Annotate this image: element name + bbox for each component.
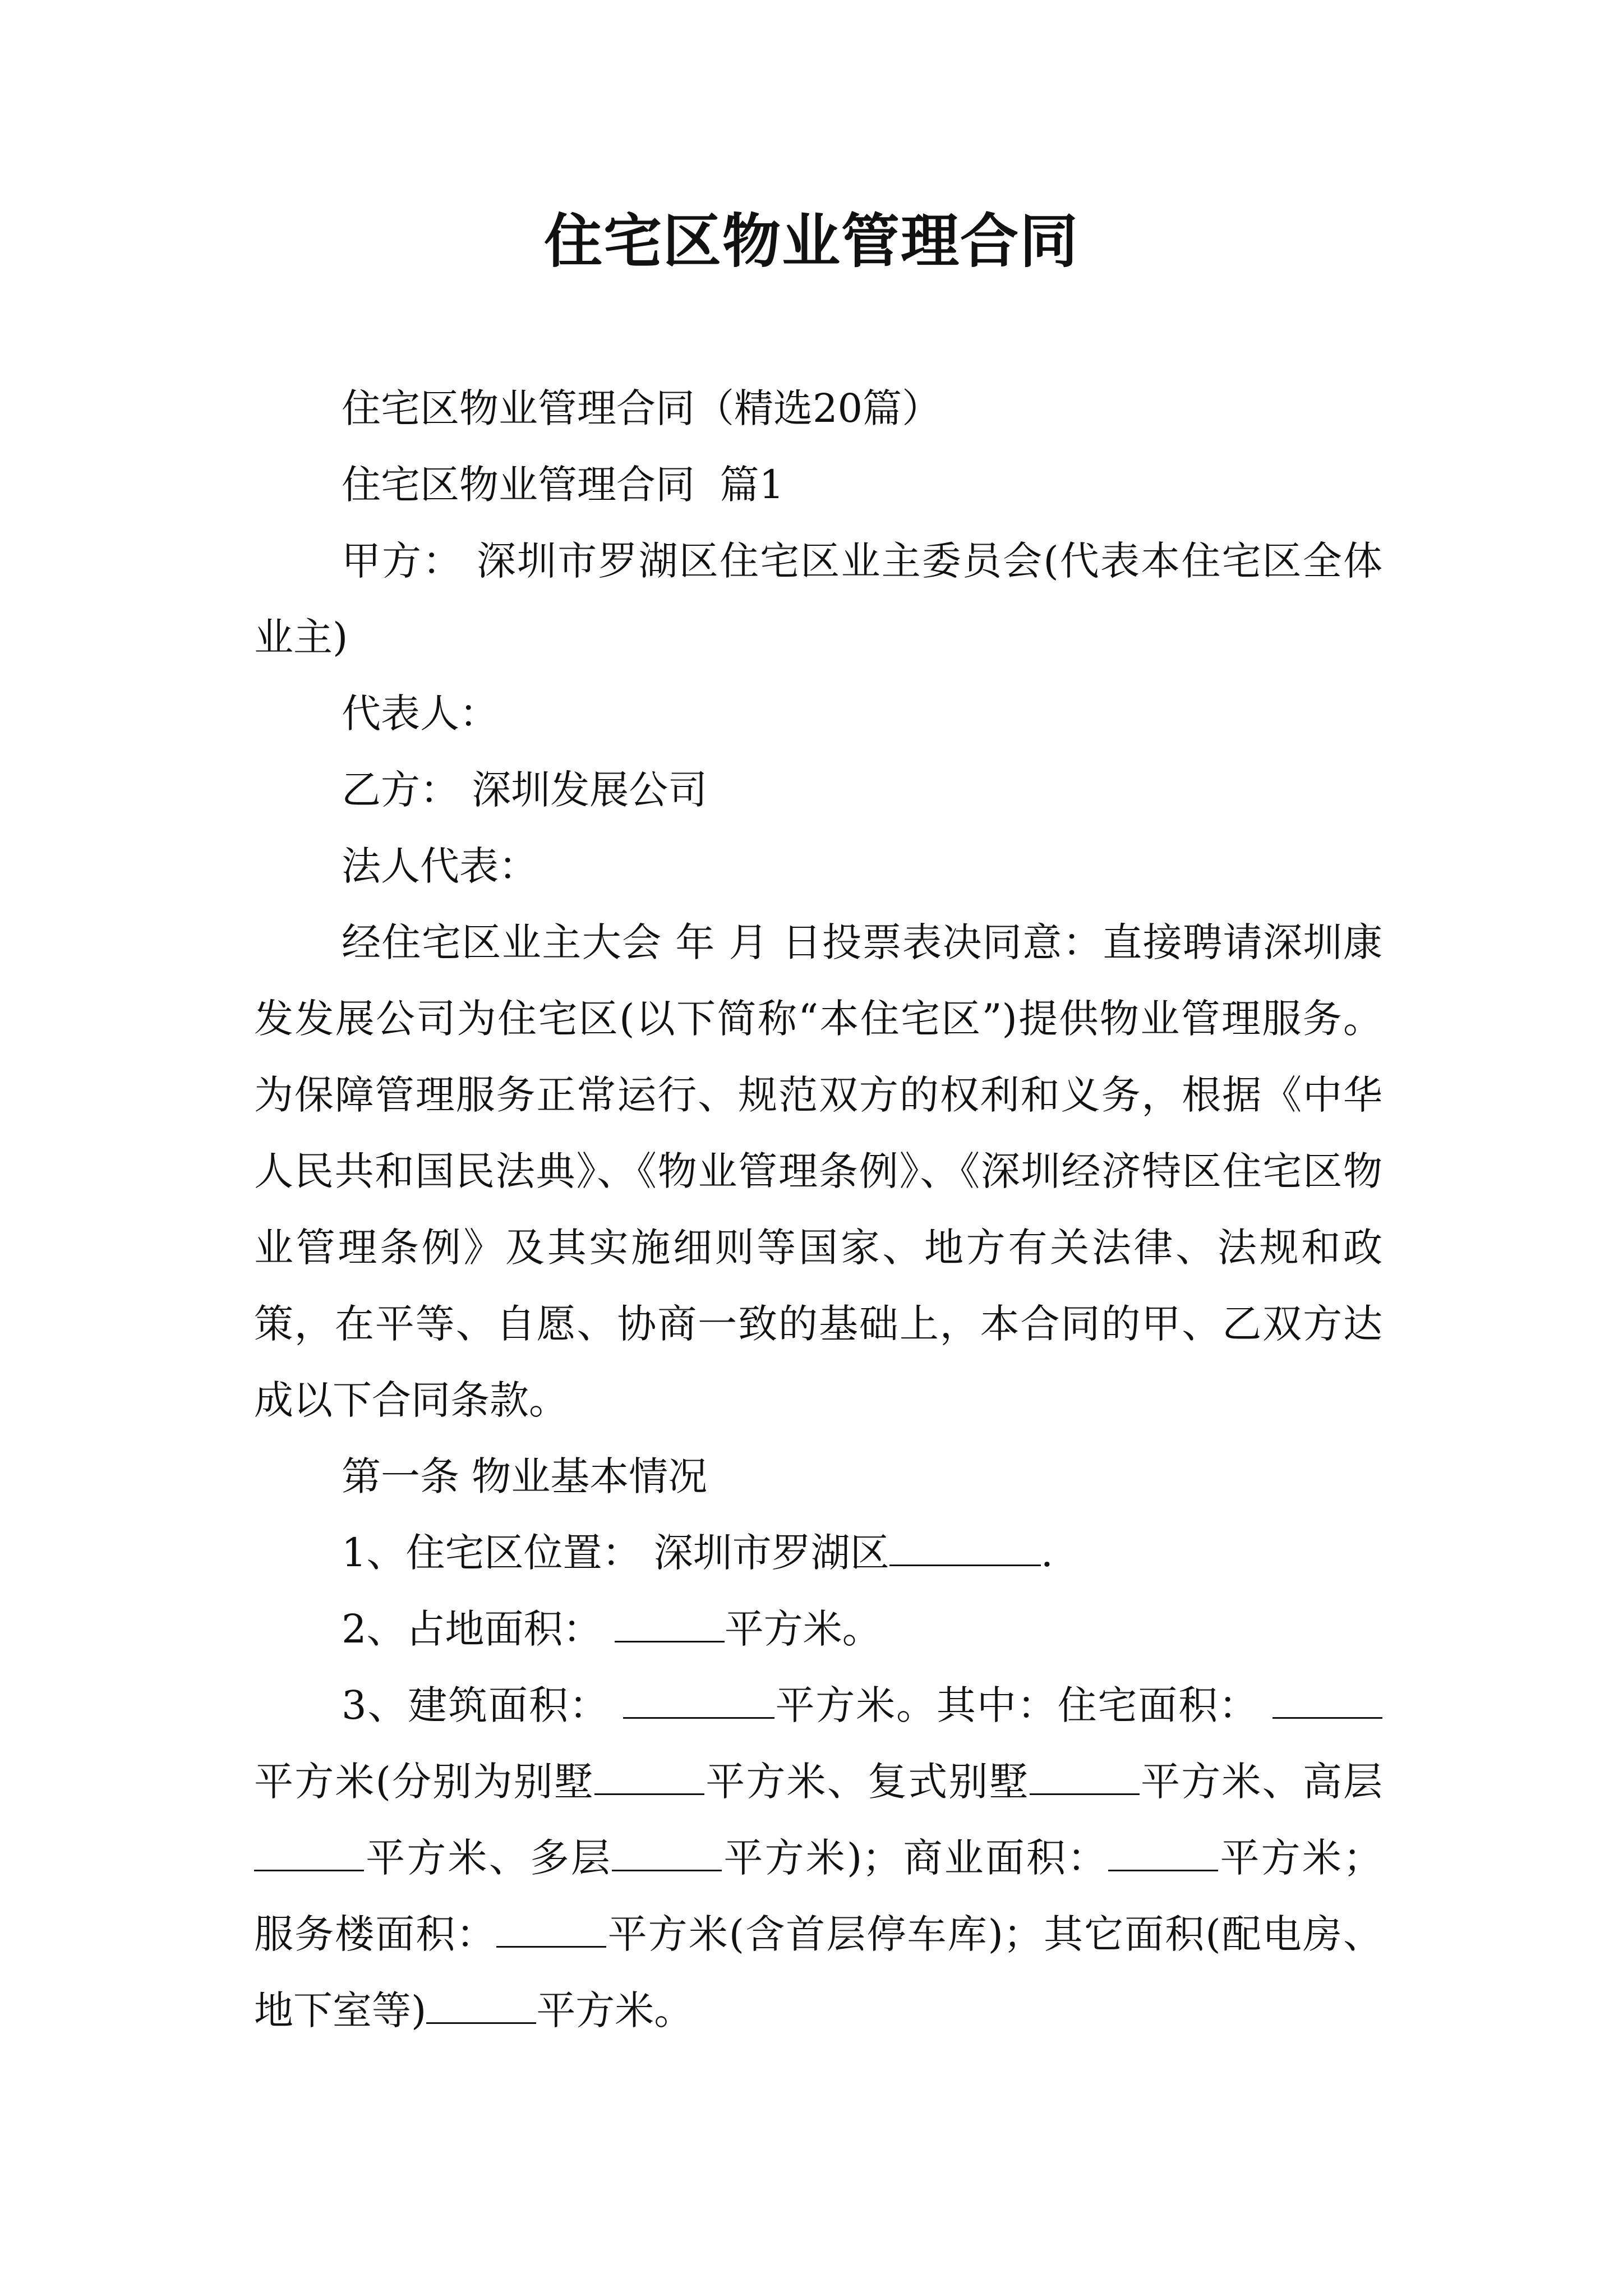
- item-3-text-1: 3、建筑面积：: [342, 1682, 610, 1728]
- item-3-text-4: 平方米、复式别墅: [704, 1759, 1030, 1805]
- item-1-prefix: 1、住宅区位置： 深圳市罗湖区: [342, 1530, 889, 1576]
- fill-in-blank: [254, 1837, 364, 1871]
- item-3-text-3: 平方米(分别为别墅: [254, 1759, 595, 1805]
- representative-line: 代表人：: [342, 691, 499, 737]
- item-3-text-2: 平方米。其中：住宅面积：: [774, 1682, 1259, 1728]
- fill-in-blank: [615, 1608, 725, 1642]
- party-b: 乙方： 深圳发展公司: [342, 767, 708, 813]
- fill-in-blank: [1108, 1837, 1218, 1871]
- item-3-text-7: 平方米)；商业面积：: [722, 1835, 1109, 1881]
- subtitle: 住宅区物业管理合同（精选20篇）: [342, 385, 942, 431]
- document-body: [254, 370, 1382, 2049]
- item-3-text-9: 平方米(含首层停车库)；其它面积(配电房、地下室等): [254, 1911, 1382, 2033]
- fill-in-blank: [1030, 1761, 1140, 1795]
- item-2-prefix: 2、占地面积：: [342, 1606, 615, 1652]
- fill-in-blank: [623, 1685, 774, 1719]
- item-2-land-area: [254, 1591, 1382, 1667]
- party-a: 甲方： 深圳市罗湖区住宅区业主委员会(代表本住宅区全体业主): [254, 538, 1382, 660]
- item-1-location: [254, 1515, 1382, 1591]
- document-title: 住宅区物业管理合同: [543, 206, 1079, 275]
- legal-representative-line: 法人代表：: [342, 843, 538, 889]
- item-3-text-6: 平方米、多层: [364, 1835, 612, 1881]
- fill-in-blank: [594, 1761, 704, 1795]
- preamble-paragraph: 经住宅区业主大会 年 月 日投票表决同意：直接聘请深圳康发发展公司为住宅区(以下简称“本住宅区”)提供物业管理服务。为保障管理服务正常运行、规范双方的权利和义务，根据《中华人民共和国民法典》、《物业管理条例》、《深圳经济特区住宅区物业管理条例》及其实施细则等国家、地方有关法律、法规和政策，在平等、自愿、协商一致的基础上，本合同的甲、乙双方达成以下合同条款。: [254, 919, 1382, 1423]
- item-1-suffix: .: [1040, 1530, 1054, 1576]
- section-heading: 住宅区物业管理合同 篇1: [342, 462, 785, 508]
- item-3-text-10: 平方米。: [536, 1987, 694, 2033]
- article-1-heading: 第一条 物业基本情况: [342, 1453, 708, 1499]
- item-3-text-5: 平方米、高层: [1139, 1759, 1383, 1805]
- fill-in-blank: [889, 1532, 1041, 1566]
- fill-in-blank: [612, 1837, 722, 1871]
- fill-in-blank: [496, 1913, 606, 1948]
- item-3-text-8: 平方米；服务楼面积：: [254, 1835, 1383, 1957]
- item-3-building-area: [254, 1667, 1382, 2049]
- fill-in-blank: [426, 1990, 536, 2024]
- fill-in-blank: [1272, 1685, 1382, 1719]
- item-2-suffix: 平方米。: [724, 1606, 882, 1652]
